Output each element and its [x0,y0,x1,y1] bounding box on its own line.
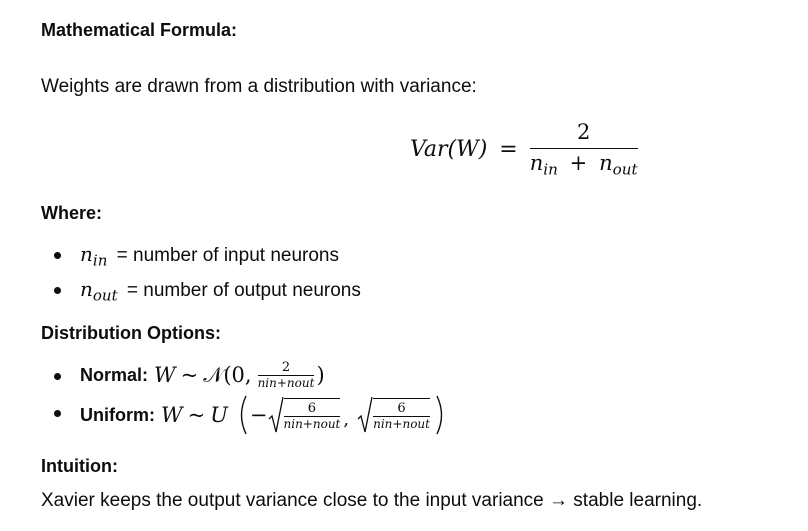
uniform-minus: − [249,403,268,427]
normal-fraction [258,360,315,390]
normal-N: 𝒩 [203,362,224,387]
section-heading-intuition: Intuition: [41,456,118,476]
denominator-n2: n [599,150,613,175]
normal-num: 2 [281,360,291,375]
uniform-U: U [210,403,228,427]
normal-close: ) [316,363,325,387]
uniform-fraction-1 [284,398,341,431]
section-heading-distribution: Distribution Options: [41,323,221,343]
where-symbol-sub: in [92,251,108,270]
uniform-fraction-2 [373,398,430,431]
denominator-n: n [529,150,544,175]
uniform-distribution-item [80,394,449,436]
denominator-sub-in: in [543,160,558,179]
formula-numerator: 2 [576,119,591,144]
normal-den: nin+nout [257,376,315,390]
normal-tilde: ~ [180,363,199,387]
intro-text: Weights are drawn from a distribution with variance: [41,76,477,97]
denominator-plus: + [569,150,588,175]
uniform-num1: 6 [307,400,317,416]
formula-fraction [530,120,638,179]
uniform-label: Uniform: [80,404,155,425]
bullet [54,410,61,417]
uniform-num2: 6 [397,400,406,416]
where-symbol-n: n [80,277,93,301]
right-paren-icon [433,394,449,436]
sqrt-icon [357,394,373,436]
uniform-comma: , [343,408,350,430]
sqrt-icon [268,394,284,436]
formula-denominator [530,149,638,179]
left-paren-icon [234,394,250,436]
where-symbol-sub: out [92,286,118,305]
where-item-text: = number of input neurons [116,245,339,266]
where-item-output [80,277,361,305]
variance-formula [410,118,638,180]
where-item-input [80,242,339,270]
formula-equals: = [499,136,518,162]
uniform-W: W [161,403,183,427]
uniform-den1: nin+nout [283,416,341,431]
denominator-sub-out: out [612,160,638,179]
uniform-den2: nin+nout [373,416,430,431]
bullet [54,373,61,380]
bullet [54,252,61,259]
normal-distribution-item [80,357,325,393]
uniform-tilde: ~ [187,403,206,427]
normal-open: (0, [223,363,252,387]
normal-W: W [154,363,176,387]
section-heading-formula: Mathematical Formula: [41,20,238,40]
section-heading-where: Where: [41,203,103,223]
formula-lhs: Var(W) [410,136,488,162]
where-item-text: = number of output neurons [126,280,361,301]
intuition-text: Xavier keeps the output variance close to the input variance → stable learning. [41,490,703,511]
normal-label: Normal: [80,364,149,385]
where-symbol-n: n [80,242,93,266]
bullet [54,287,61,294]
